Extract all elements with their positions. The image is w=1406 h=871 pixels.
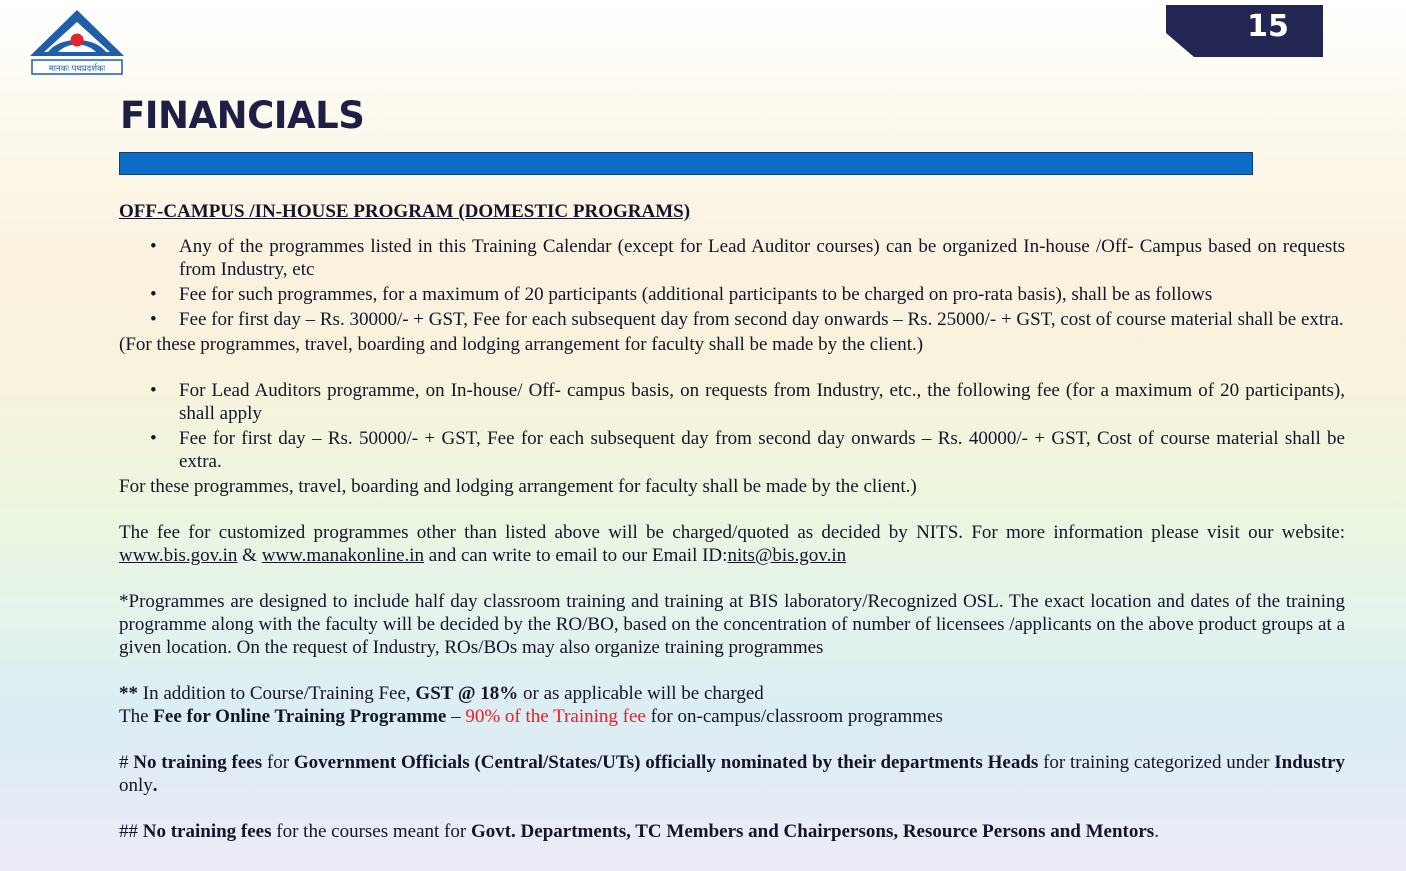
section-heading: OFF-CAMPUS /IN-HOUSE PROGRAM (DOMESTIC PROGRAMS) <box>119 201 691 222</box>
logo-motto: मानकः पथप्रदर्शकः <box>48 64 106 74</box>
programme-design-note: *Programmes are designed to include half day classroom training and training at BIS laboratory/Recognized OSL. The exact location and dates of the training programme along with the faculty will be decided by the RO/BO, based on the concentration of number of licensees /applicants on the above product groups at a given location. On the request of Industry, ROs/BOs may also organize training programmes <box>119 591 1345 658</box>
content-body <box>119 200 1345 843</box>
title-divider-bar <box>119 152 1253 175</box>
government-officials-note: # No training fees for Government Officials (Central/States/UTs) officially nominated by their departments Heads for training categorized under Industry only. <box>119 752 1346 796</box>
domestic-bullets <box>119 235 1345 331</box>
mentors-note: ## No training fees for the courses meant for Govt. Departments, TC Members and Chairpersons, Resource Persons and Mentors. <box>119 821 1159 842</box>
online-fee-note: The Fee for Online Training Programme – 90% of the Training fee for on-campus/classroom programmes <box>119 706 943 727</box>
lead-auditor-bullets <box>119 379 1345 473</box>
bis-website-link[interactable]: www.bis.gov.in <box>119 545 238 566</box>
page-number: 15 <box>1247 9 1289 44</box>
customized-fee-paragraph: The fee for customized programmes other than listed above will be charged/quoted as decided by NITS. For more information please visit our website: www.bis.gov.in & www.manakonline.in and can write to email to our Email ID:nits@bis.gov.in <box>119 522 1345 566</box>
list-item: • Fee for first day – Rs. 30000/- + GST, Fee for each subsequent day from second day onwards – Rs. 25000/- + GST, cost of course material shall be extra. <box>179 308 1345 331</box>
list-item: • Any of the programmes listed in this Training Calendar (except for Lead Auditor courses) can be organized In-house /Off- Campus based on requests from Industry, etc <box>179 235 1345 281</box>
lead-auditor-arrangement-note: For these programmes, travel, boarding and lodging arrangement for faculty shall be made by the client.) <box>119 476 917 497</box>
gst-note: ** In addition to Course/Training Fee, GST @ 18% or as applicable will be charged <box>119 683 764 704</box>
list-item: • For Lead Auditors programme, on In-house/ Off- campus basis, on requests from Industry, etc., the following fee (for a maximum of 20 participants), shall apply <box>179 379 1345 425</box>
list-item: • Fee for first day – Rs. 50000/- + GST, Fee for each subsequent day from second day onwards – Rs. 40000/- + GST, Cost of course material shall be extra. <box>179 427 1345 473</box>
manakonline-link[interactable]: www.manakonline.in <box>261 545 425 566</box>
client-arrangement-note: (For these programmes, travel, boarding and lodging arrangement for faculty shall be made by the client.) <box>119 334 924 355</box>
email-link[interactable]: nits@bis.gov.in <box>727 545 847 566</box>
list-item: • Fee for such programmes, for a maximum of 20 participants (additional participants to be charged on pro-rata basis), shall be as follows <box>179 283 1345 306</box>
page-title: FINANCIALS <box>120 94 365 137</box>
bis-logo <box>26 6 128 76</box>
bis-logo-graphic <box>26 6 128 76</box>
